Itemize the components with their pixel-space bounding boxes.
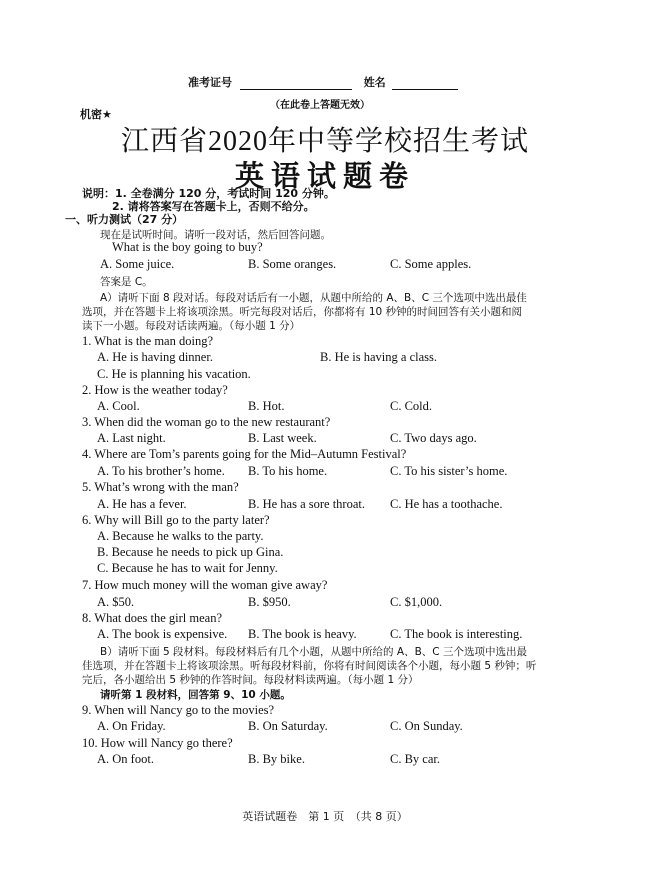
question-2: 2. How is the weather today? xyxy=(82,383,228,397)
instruction-2: 2. 请将答案写在答题卡上，否则不给分。 xyxy=(112,200,315,213)
example-option-c: C. Some apples. xyxy=(390,257,472,271)
part-b-instruction-3: 完后，各小题给出 5 秒钟的作答时间。每段材料读两遍。（每小题 1 分） xyxy=(82,674,419,686)
q1-option-a: A. He is having dinner. xyxy=(97,350,213,364)
q4-option-c: C. To his sister’s home. xyxy=(390,464,508,478)
name-label: 姓名 xyxy=(363,76,386,89)
part-b-instruction-1: B）请听下面 5 段材料。每段材料后有几个小题，从题中所给的 A、B、C 三个选项中选出最 xyxy=(100,646,527,658)
question-8: 8. What does the girl mean? xyxy=(82,611,223,625)
example-option-b: B. Some oranges. xyxy=(248,257,337,271)
example-question: What is the boy going to buy? xyxy=(112,240,263,254)
q6-option-a: A. Because he walks to the party. xyxy=(97,529,264,543)
q8-option-b: B. The book is heavy. xyxy=(248,627,357,641)
q1-option-c: C. He is planning his vacation. xyxy=(97,367,251,381)
q7-option-a: A. $50. xyxy=(97,595,135,609)
part-b-instruction-2: 佳选项，并在答题卡上将该项涂黑。听每段材料前，你将有时间阅读各个小题，每小题 5 秒钟；听 xyxy=(82,660,537,672)
q1-option-b: B. He is having a class. xyxy=(320,350,437,364)
q2-option-b: B. Hot. xyxy=(248,399,285,413)
example-option-a: A. Some juice. xyxy=(100,257,175,271)
question-10: 10. How will Nancy go there? xyxy=(82,736,233,750)
section-heading: 一、听力测试（27 分） xyxy=(65,213,184,226)
q2-option-c: C. Cold. xyxy=(390,399,433,413)
q5-option-c: C. He has a toothache. xyxy=(390,497,503,511)
q2-option-a: A. Cool. xyxy=(97,399,140,413)
q4-option-b: B. To his home. xyxy=(248,464,328,478)
instruction-label: 说明： xyxy=(82,187,115,200)
q8-option-a: A. The book is expensive. xyxy=(97,627,228,641)
material-1-heading: 请听第 1 段材料，回答第 9、10 小题。 xyxy=(100,689,291,701)
question-5: 5. What’s wrong with the man? xyxy=(82,480,239,494)
q5-option-b: B. He has a sore throat. xyxy=(248,497,365,511)
question-7: 7. How much money will the woman give away? xyxy=(82,578,328,592)
q9-option-a: A. On Friday. xyxy=(97,719,166,733)
name-blank xyxy=(392,77,458,90)
q3-option-a: A. Last night. xyxy=(97,431,166,445)
q9-option-b: B. On Saturday. xyxy=(248,719,328,733)
q6-option-c: C. Because he has to wait for Jenny. xyxy=(97,561,278,575)
part-a-instruction-1: A）请听下面 8 段对话。每段对话后有一小题，从题中所给的 A、B、C 三个选项中选出最佳 xyxy=(100,292,527,304)
q3-option-b: B. Last week. xyxy=(248,431,317,445)
q3-option-c: C. Two days ago. xyxy=(390,431,477,445)
secret-mark: 机密★ xyxy=(80,108,112,121)
q5-option-a: A. He has a fever. xyxy=(97,497,187,511)
q6-option-b: B. Because he needs to pick up Gina. xyxy=(97,545,284,559)
top-note: （在此卷上答题无效） xyxy=(270,100,370,111)
page-footer: 英语试题卷 第 1 页 （共 8 页） xyxy=(242,810,408,823)
question-3: 3. When did the woman go to the new restaurant? xyxy=(82,415,331,429)
part-a-instruction-2: 选项，并在答题卡上将该项涂黑。听完每段对话后，你都将有 10 秒钟的时间回答有关小题和阅 xyxy=(82,306,523,318)
q7-option-b: B. $950. xyxy=(248,595,291,609)
q8-option-c: C. The book is interesting. xyxy=(390,627,523,641)
q7-option-c: C. $1,000. xyxy=(390,595,443,609)
exam-title: 江西省2020年中等学校招生考试 xyxy=(120,126,529,157)
question-9: 9. When will Nancy go to the movies? xyxy=(82,703,275,717)
question-1: 1. What is the man doing? xyxy=(82,334,213,348)
q9-option-c: C. On Sunday. xyxy=(390,719,463,733)
exam-id-label: 准考证号 xyxy=(188,76,232,89)
trial-intro: 现在是试听时间。请听一段对话，然后回答问题。 xyxy=(100,229,331,241)
q10-option-a: A. On foot. xyxy=(97,752,154,766)
question-6: 6. Why will Bill go to the party later? xyxy=(82,513,270,527)
part-a-instruction-3: 读下一小题。每段对话读两遍。（每小题 1 分） xyxy=(82,320,301,332)
q10-option-c: C. By car. xyxy=(390,752,440,766)
instruction-1: 说明：1. 全卷满分 120 分，考试时间 120 分钟。 xyxy=(82,187,335,200)
q4-option-a: A. To his brother’s home. xyxy=(97,464,225,478)
paper-title: 英语试题卷 xyxy=(234,159,415,193)
q10-option-b: B. By bike. xyxy=(248,752,305,766)
question-4: 4. Where are Tom’s parents going for the Mid–Autumn Festival? xyxy=(82,447,407,461)
exam-id-blank xyxy=(240,77,352,90)
exam-id-row xyxy=(188,74,458,90)
example-answer: 答案是 C。 xyxy=(100,276,153,288)
